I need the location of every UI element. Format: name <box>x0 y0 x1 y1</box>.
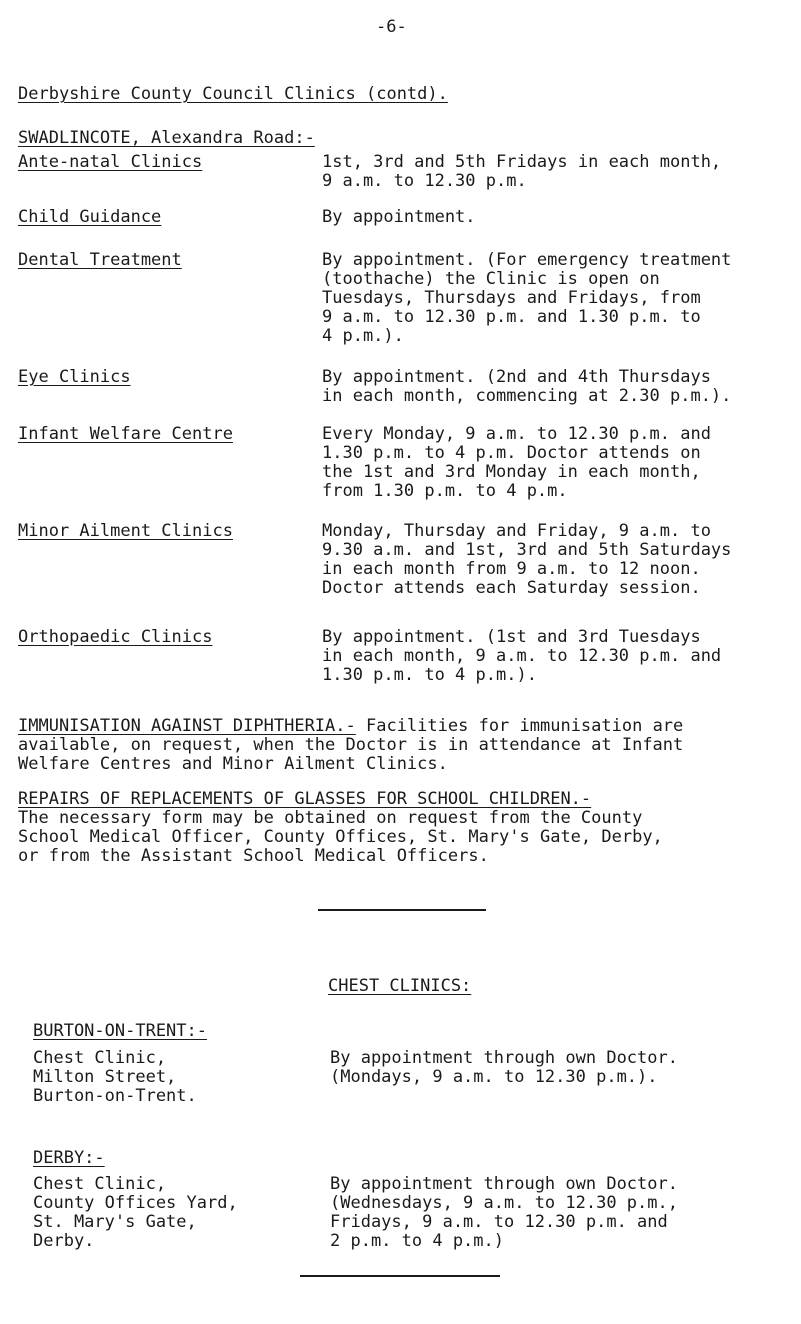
detail-line: Fridays, 9 a.m. to 12.30 p.m. and <box>330 1212 668 1232</box>
location-heading <box>18 129 315 148</box>
detail-line: (Wednesdays, 9 a.m. to 12.30 p.m., <box>330 1193 678 1213</box>
paragraph-line: The necessary form may be obtained on request from the County <box>18 808 643 828</box>
clinic-details <box>322 522 731 598</box>
clinic-label: Eye Clinics <box>18 367 131 387</box>
immunisation-paragraph <box>18 717 683 774</box>
clinic-label: Minor Ailment Clinics <box>18 521 233 541</box>
clinic-details <box>322 368 731 406</box>
paragraph-line: or from the Assistant School Medical Officers. <box>18 846 489 866</box>
detail-line: 1.30 p.m. to 4 p.m. Doctor attends on <box>322 443 701 463</box>
detail-line: 2 p.m. to 4 p.m.) <box>330 1231 504 1251</box>
detail-line: 1.30 p.m. to 4 p.m.). <box>322 665 537 685</box>
chest-clinic-details <box>330 1175 678 1251</box>
paragraph-line: available, on request, when the Doctor is in attendance at Infant <box>18 735 684 755</box>
detail-line: Every Monday, 9 a.m. to 12.30 p.m. and <box>322 424 711 444</box>
address-line: Milton Street, <box>33 1067 177 1087</box>
detail-line: By appointment through own Doctor. <box>330 1174 678 1194</box>
immunisation-title: IMMUNISATION AGAINST DIPHTHERIA.- <box>18 716 356 736</box>
detail-line: Tuesdays, Thursdays and Fridays, from <box>322 288 701 308</box>
detail-line: Doctor attends each Saturday session. <box>322 578 701 598</box>
detail-line: (toothache) the Clinic is open on <box>322 269 660 289</box>
section-divider <box>318 909 486 911</box>
clinic-label: Ante-natal Clinics <box>18 152 203 172</box>
detail-line: By appointment through own Doctor. <box>330 1048 678 1068</box>
paragraph-line: School Medical Officer, County Offices, St. Mary's Gate, Derby, <box>18 827 663 847</box>
repairs-title: REPAIRS OF REPLACEMENTS OF GLASSES FOR SCHOOL CHILDREN.- <box>18 789 592 809</box>
chest-clinics-title: CHEST CLINICS: <box>328 976 472 996</box>
detail-line: By appointment. (For emergency treatment <box>322 250 732 270</box>
detail-line: 9 a.m. to 12.30 p.m. <box>322 171 527 191</box>
address-line: Chest Clinic, <box>33 1048 167 1068</box>
detail-line: in each month, 9 a.m. to 12.30 p.m. and <box>322 646 722 666</box>
clinic-details <box>322 251 731 346</box>
chest-clinic-address <box>33 1049 197 1106</box>
chest-clinic-details <box>330 1049 678 1087</box>
detail-line: 1st, 3rd and 5th Fridays in each month, <box>322 152 722 172</box>
clinic-label: Infant Welfare Centre <box>18 424 233 444</box>
detail-line: in each month, commencing at 2.30 p.m.). <box>322 386 732 406</box>
page-heading-text: Derbyshire County Council Clinics (contd). <box>18 84 448 104</box>
page-heading <box>18 85 448 104</box>
chest-clinic-place: DERBY:- <box>33 1148 105 1168</box>
location-text: SWADLINCOTE, Alexandra Road:- <box>18 128 315 148</box>
clinic-label: Child Guidance <box>18 207 162 227</box>
detail-line: Monday, Thursday and Friday, 9 a.m. to <box>322 521 711 541</box>
paragraph-line: Welfare Centres and Minor Ailment Clinics. <box>18 754 448 774</box>
detail-line: (Mondays, 9 a.m. to 12.30 p.m.). <box>330 1067 658 1087</box>
address-line: Derby. <box>33 1231 95 1251</box>
immunisation-first-line <box>18 717 683 736</box>
detail-line: the 1st and 3rd Monday in each month, <box>322 462 701 482</box>
detail-line: 9.30 a.m. and 1st, 3rd and 5th Saturdays <box>322 540 732 560</box>
address-line: Chest Clinic, <box>33 1174 167 1194</box>
clinic-label: Orthopaedic Clinics <box>18 627 213 647</box>
clinic-details <box>322 628 721 685</box>
detail-line: from 1.30 p.m. to 4 p.m. <box>322 481 568 501</box>
detail-line: 9 a.m. to 12.30 p.m. and 1.30 p.m. to <box>322 307 701 327</box>
bottom-divider <box>300 1275 500 1277</box>
repairs-paragraph <box>18 790 663 866</box>
detail-line: By appointment. <box>322 207 476 227</box>
chest-clinic-place: BURTON-ON-TRENT:- <box>33 1021 207 1041</box>
clinic-details <box>322 425 711 501</box>
chest-clinic-address <box>33 1175 238 1251</box>
detail-line: in each month from 9 a.m. to 12 noon. <box>322 559 701 579</box>
page-number: -6- <box>376 17 407 37</box>
detail-line: 4 p.m.). <box>322 326 404 346</box>
paragraph-line: Facilities for immunisation are <box>355 716 684 736</box>
detail-line: By appointment. (2nd and 4th Thursdays <box>322 367 711 387</box>
clinic-label: Dental Treatment <box>18 250 182 270</box>
address-line: Burton-on-Trent. <box>33 1086 197 1106</box>
address-line: St. Mary's Gate, <box>33 1212 197 1232</box>
address-line: County Offices Yard, <box>33 1193 238 1213</box>
clinic-details <box>322 208 476 227</box>
clinic-details <box>322 153 721 191</box>
detail-line: By appointment. (1st and 3rd Tuesdays <box>322 627 701 647</box>
